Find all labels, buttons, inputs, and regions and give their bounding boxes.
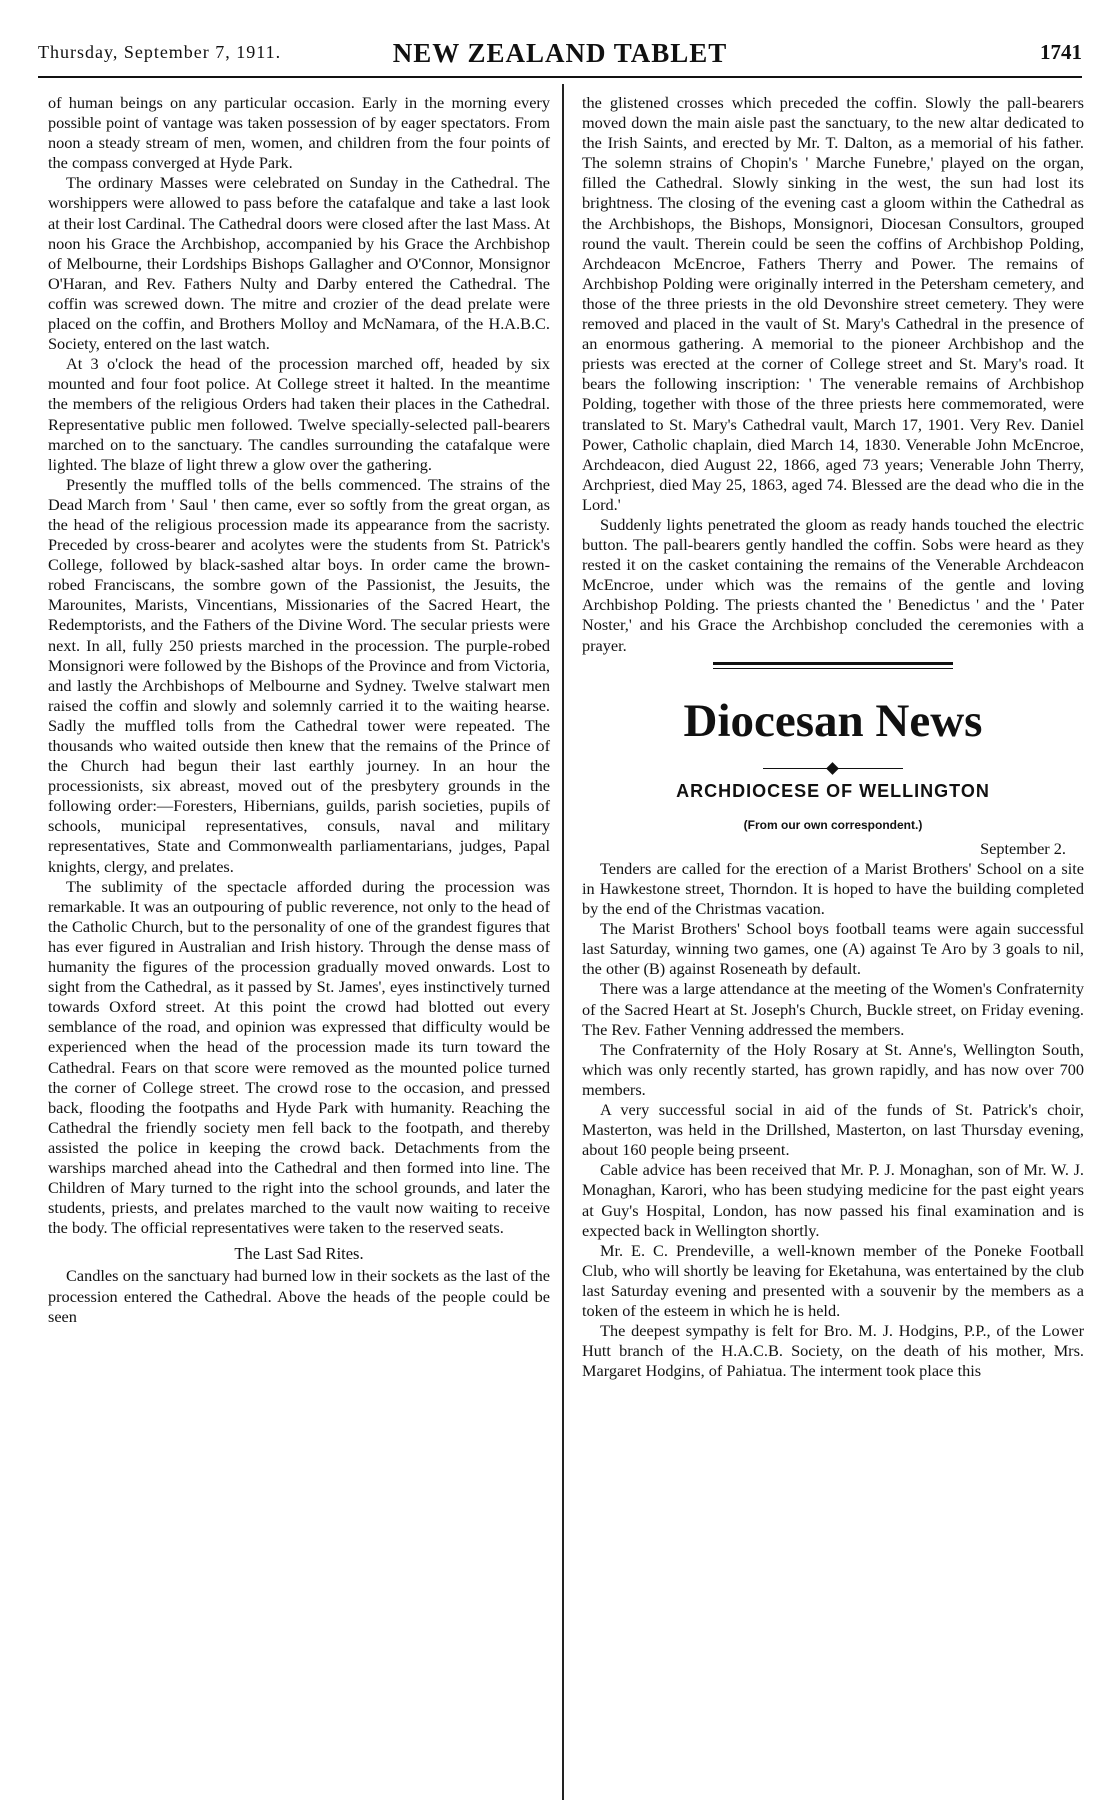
news-paragraph: Mr. E. C. Prendeville, a well-known member of the Poneke Football Club, who will shortly be leaving for Eketahuna, was entertained by the club last Saturday evening and presented with a souvenir by the members as a token of the esteem in which he is held. xyxy=(582,1240,1084,1320)
left-column xyxy=(48,93,550,1327)
column-divider xyxy=(562,84,564,1800)
article-paragraph: Candles on the sanctuary had burned low in their sockets as the last of the procession entered the Cathedral. Above the heads of the people could be seen xyxy=(48,1266,550,1326)
article-paragraph: of human beings on any particular occasion. Early in the morning every possible point of vantage was taken possession of by eager spectators. From noon a steady stream of men, women, and children from the four points of the compass converged at Hyde Park. xyxy=(48,93,550,173)
news-paragraph: Cable advice has been received that Mr. P. J. Monaghan, son of Mr. W. J. Monaghan, Karori, who has been studying medicine for the past eight years at Guy's Hospital, London, has now passed his final examination and is expected back in Wellington shortly. xyxy=(582,1160,1084,1240)
section-separator-rule xyxy=(713,662,953,669)
article-paragraph: The sublimity of the spectacle afforded during the procession was remarkable. It was an outpouring of public reverence, not only to the head of the Catholic Church, but to the personality of one of the grandest figures that has ever figured in Australian and Irish history. Through the dense mass of humanity the figures of the procession gradually moved onwards. Lost to sight from the Cathedral, as it passed by St. James', eyes instinctively turned towards Oxford street. At this point the crowd had blotted out every semblance of the road, and opinion was expressed that difficulty would be experienced when the head of the procession made its turn toward the Cathedral. Fears on that score were removed as the mounted police turned the corner of College street. The crowd rose to the occasion, and pressed back, flooding the footpaths and Hyde Park with humanity. Reaching the Cathedral the friendly society men fell back to the footpath, and thereby assisted the police in keeping the crowd back. Detachments from the warships marched ahead into the Cathedral and then formed into line. The Children of Mary turned to the right into the school grounds, and later the students, priests, and prelates marched to the vault now waiting to receive the body. The official representatives were taken to the reserved seats. xyxy=(48,876,550,1238)
news-paragraph: The deepest sympathy is felt for Bro. M. J. Hodgins, P.P., of the Lower Hutt branch of the H.A.C.B. Society, on the death of his mother, Mrs. Margaret Hodgins, of Pahiatua. The interment took place this xyxy=(582,1321,1084,1381)
article-paragraph: Presently the muffled tolls of the bells commenced. The strains of the Dead March from ' Saul ' then came, ever so softly from the great organ, as the head of the religious procession made its appearance from the sacristy. Preceded by cross-bearer and acolytes were the students from St. Patrick's College, followed by black-sashed altar boys. In order came the brown-robed Franciscans, the sombre gown of the Passionist, the Jesuits, the Marounites, Marists, Vincentians, Missionaries of the Sacred Heart, the Redemptorists, and the Fathers of the Divine Word. The secular priests were next. In all, fully 250 priests marched in the procession. The purple-robed Monsignori were followed by the Bishops of the Province and from Victoria, and lastly the Archbishops of Melbourne and Sydney. Twelve stalwart men raised the coffin and slowly and solemnly carried it to the waiting hearse. Sadly the muffled tolls from the Cathedral tower were repeated. The thousands who waited outside then knew that the remains of the Prince of the Church had begun their last earthly journey. In an hour the processionists, six abreast, moved out of the presbytery grounds in the following order:—Foresters, Hibernians, guilds, parish societies, pupils of schools, municipal representatives, consuls, naval and military representatives, State and Commonwealth parliamentarians, judges, Papal knights, clergy, and prelates. xyxy=(48,474,550,876)
right-column xyxy=(582,93,1084,1381)
masthead xyxy=(38,40,1082,74)
page-number: 1741 xyxy=(1040,40,1082,64)
section-subtitle: ARCHDIOCESE OF WELLINGTON xyxy=(676,780,990,801)
news-paragraph: A very successful social in aid of the funds of St. Patrick's choir, Masterton, was held in the Drillshed, Masterton, on last Thursday evening, about 160 people being prseent. xyxy=(582,1100,1084,1160)
masthead-title: NEW ZEALAND TABLET xyxy=(392,38,728,68)
news-paragraph: The Confraternity of the Holy Rosary at St. Anne's, Wellington South, which was only recently started, has grown rapidly, and has now over 700 members. xyxy=(582,1039,1084,1099)
section-title: Diocesan News xyxy=(683,694,983,747)
news-paragraph: There was a large attendance at the meeting of the Women's Confraternity of the Sacred Heart at St. Joseph's Church, Buckle street, on Friday evening. The Rev. Father Venning addressed the members. xyxy=(582,979,1084,1039)
article-paragraph: At 3 o'clock the head of the procession marched off, headed by six mounted and four foot police. At College street it halted. In the meantime the members of the religious Orders had taken their places in the Cathedral. Representative public men followed. Twelve specially-selected pall-bearers marched on to the sanctuary. The candles surrounding the catafalque were lighted. The blaze of light threw a glow over the gathering. xyxy=(48,354,550,474)
article-paragraph: The ordinary Masses were celebrated on Sunday in the Cathedral. The worshippers were allowed to pass before the catafalque and take a last look at their lost Cardinal. The Cathedral doors were closed after the last Mass. At noon his Grace the Archbishop, accompanied by his Grace the Archbishop of Melbourne, their Lordships Bishops Gallagher and O'Connor, Monsignor O'Haran, and Rev. Fathers Nulty and Darby entered the Cathedral. The coffin was screwed down. The mitre and crozier of the dead prelate were placed on the coffin, and Brothers Molloy and McNamara, of the H.A.B.C. Society, entered on the last watch. xyxy=(48,173,551,354)
ornament-divider xyxy=(763,761,903,777)
masthead-rule xyxy=(38,76,1082,78)
article-paragraph: Suddenly lights penetrated the gloom as ready hands touched the electric button. The pall-bearers gently handled the coffin. Sobs were heard as they rested it on the casket containing the remains of the Venerable Archdeacon McEncroe, under which was the remains of the gentle and loving Archbishop Polding. The priests chanted the ' Benedictus ' and the ' Pater Noster,' and his Grace the Archbishop concluded the ceremonies with a prayer. xyxy=(582,514,1084,655)
news-paragraph: The Marist Brothers' School boys football teams were again successful last Saturday, winning two games, one (A) against Te Aro by 3 goals to nil, the other (B) against Roseneath by default. xyxy=(582,919,1084,979)
byline: (From our own correspondent.) xyxy=(743,817,923,832)
masthead-date: Thursday, September 7, 1911. xyxy=(38,42,282,62)
diamond-icon xyxy=(826,762,839,775)
article-paragraph: the glistened crosses which preceded the coffin. Slowly the pall-bearers moved down the main aisle past the sanctuary, to the new altar dedicated to the Irish Saints, and erected by Mr. T. Dalton, as a memorial of his father. The solemn strains of Chopin's ' Marche Funebre,' played on the organ, filled the Cathedral. Slowly sinking in the west, the sun had lost its brightness. The closing of the evening cast a gloom within the Cathedral as the Archbishops, the Bishops, Monsignori, Diocesan Consultors, grouped round the vault. Therein could be seen the coffins of Archbishop Polding, Archdeacon McEncroe, Fathers Therry and Power. The remains of Archbishop Polding were originally interred in the Petersham cemetery, and those of the three priests in the old Devonshire street cemetery. They were removed and placed in the vault of St. Mary's Cathedral in the presence of an enormous gathering. A memorial to the pioneer Archbishop and the priests was erected at the corner of College street and St. Mary's road. It bears the following inscription: ' The venerable remains of Archbishop Polding, together with those of the three priests here commemorated, were translated to St. Mary's Cathedral vault, March 17, 1901. Very Rev. Daniel Power, Catholic chaplain, died March 14, 1830. Venerable John McEncroe, Archdeacon, died August 22, 1866, aged 73 years; Venerable John Therry, Archpriest, died May 25, 1863, aged 74. Blessed are the dead who die in the Lord.' xyxy=(582,93,1084,514)
dateline: September 2. xyxy=(980,838,1066,858)
article-subheading: The Last Sad Rites. xyxy=(234,1244,364,1264)
news-paragraph: Tenders are called for the erection of a Marist Brothers' School on a site in Hawkestone street, Thorndon. It is hoped to have the building completed by the end of the Christmas vacation. xyxy=(582,858,1084,919)
